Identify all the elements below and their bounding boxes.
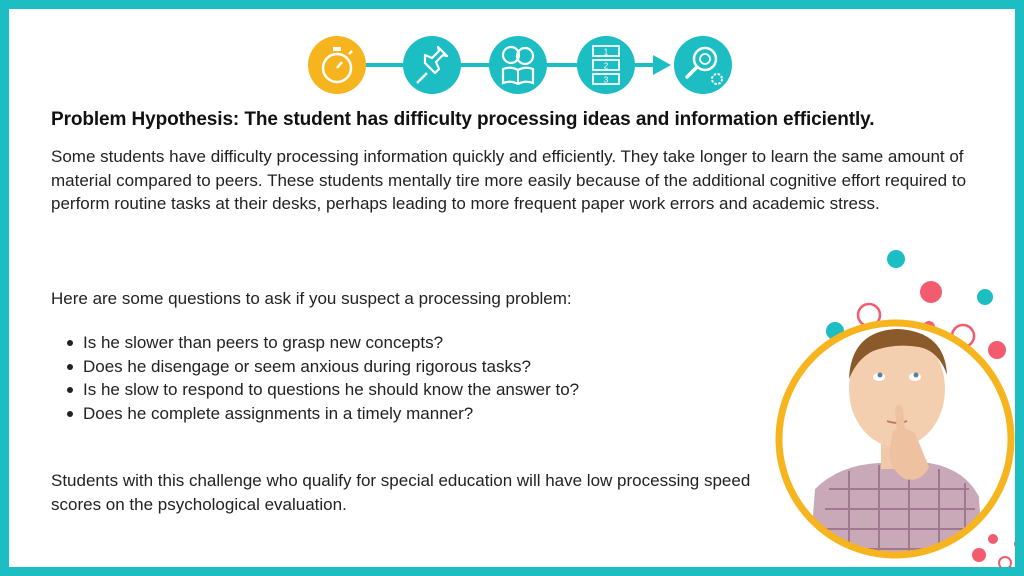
decor-dot (920, 281, 942, 303)
decor-dot (1014, 539, 1024, 549)
list-number-3: 3 (603, 75, 609, 85)
decor-dot (977, 289, 993, 305)
stopwatch-icon (308, 36, 366, 94)
list-item: Is he slower than peers to grasp new concepts? (57, 331, 579, 355)
boy-portrait (769, 319, 1024, 569)
list-item: Is he slow to respond to questions he should know the answer to? (57, 378, 579, 402)
progress-steps (305, 29, 745, 101)
problem-hypothesis-heading: Problem Hypothesis: The student has difficulty processing ideas and information efficiently. (51, 109, 875, 130)
numbered-list-icon (577, 36, 635, 94)
decor-dot (988, 341, 1006, 359)
arrow-head-icon (653, 55, 671, 75)
thinking-boy-illustration (769, 239, 1024, 576)
discussion-book-icon (489, 36, 547, 94)
list-item: Does he disengage or seem anxious during rigorous tasks? (57, 355, 579, 379)
decor-dot (988, 534, 998, 544)
bullet-icon (67, 387, 73, 393)
list-item: Does he complete assignments in a timely manner? (57, 402, 579, 426)
bullet-icon (67, 364, 73, 370)
description-paragraph: Some students have difficulty processing information quickly and efficiently. They take longer to learn the same amount of material compared to peers. These students mentally tire more easily because of the additional cognitive effort required to perform routine tasks at their desks, perhaps leading to more frequent paper work errors and academic stress. (51, 147, 967, 213)
magnify-gear-icon (674, 36, 732, 94)
pushpin-icon (403, 36, 461, 94)
closing-paragraph: Students with this challenge who qualify for special education will have low processing speed scores on the psychological evaluation. (51, 471, 751, 514)
decor-dot (999, 557, 1011, 569)
list-number-1: 1 (603, 47, 609, 57)
questions-intro: Here are some questions to ask if you suspect a processing problem: (51, 289, 572, 308)
bullet-icon (67, 340, 73, 346)
decor-dot (972, 548, 986, 562)
list-number-2: 2 (603, 61, 609, 71)
decor-dot (887, 250, 905, 268)
questions-list (57, 331, 579, 425)
bullet-icon (67, 411, 73, 417)
